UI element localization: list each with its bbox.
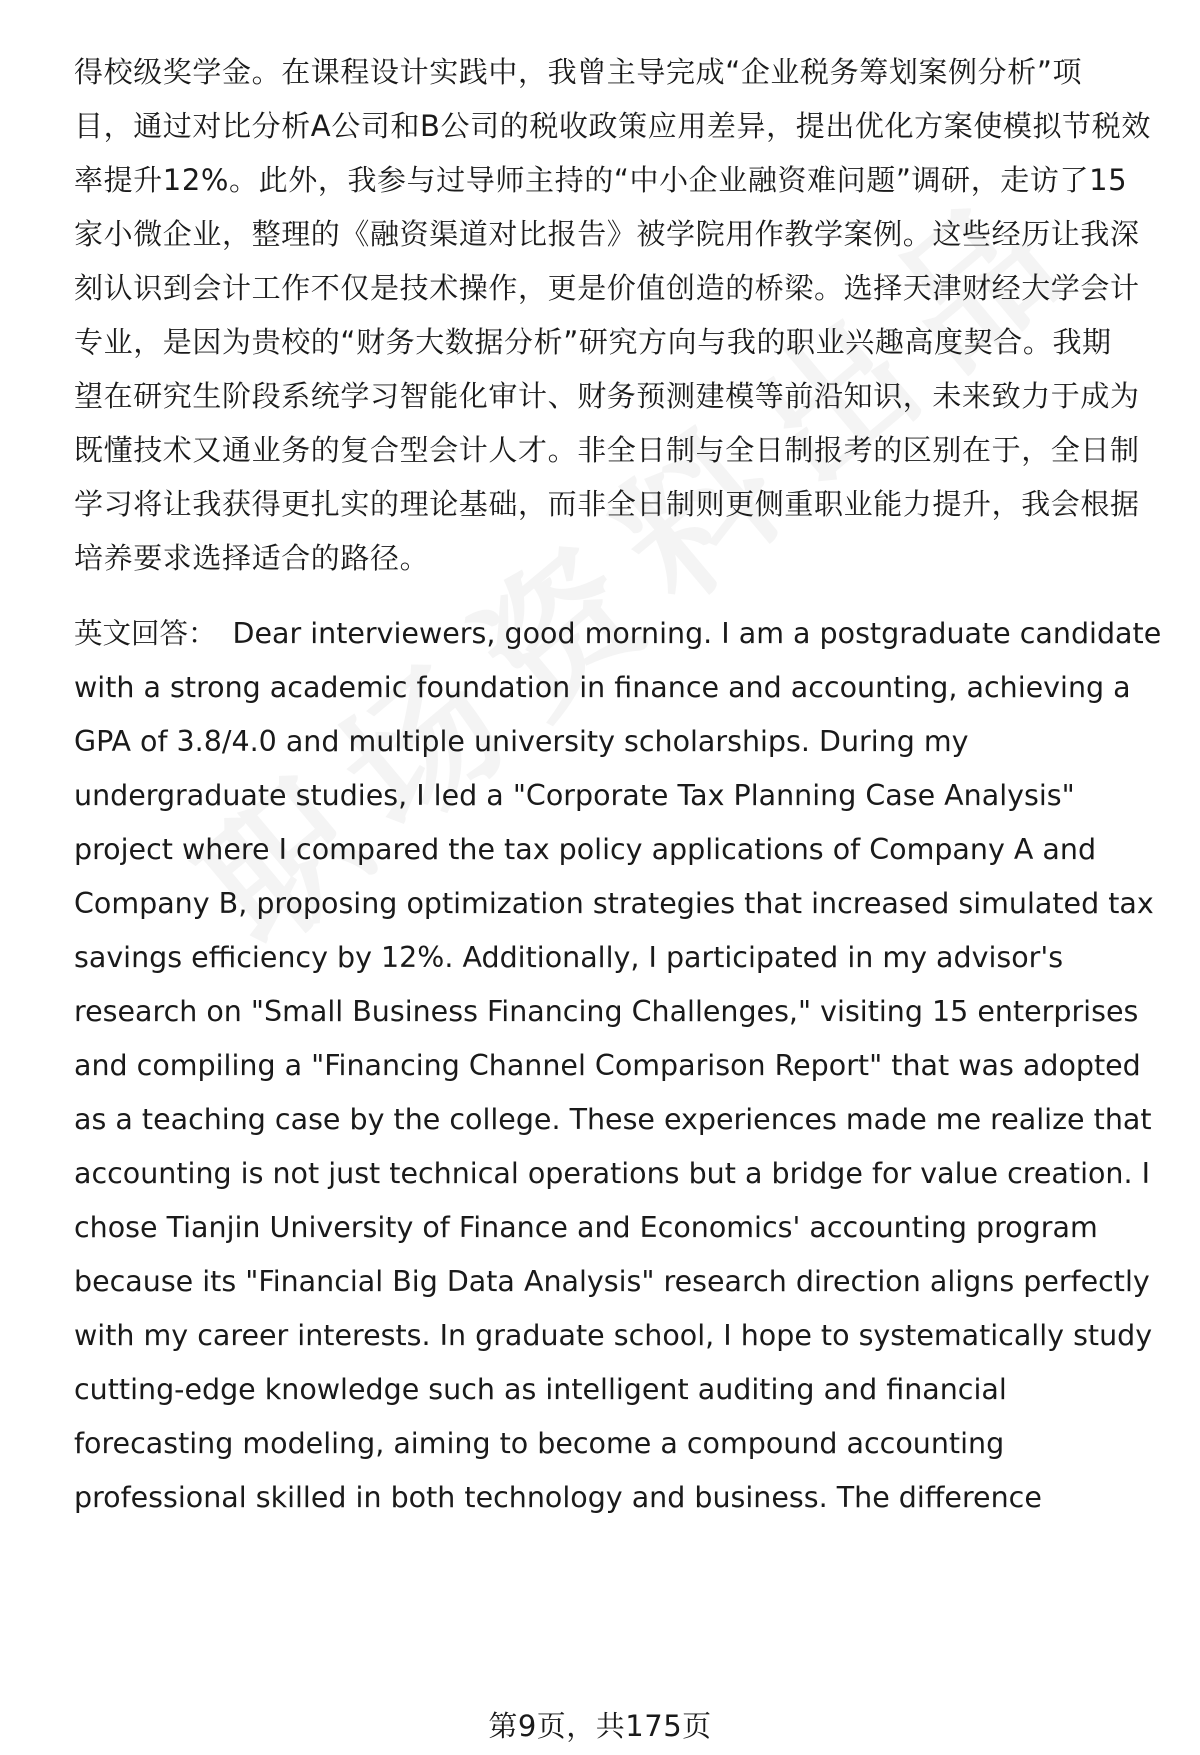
english-line: research on "Small Business Financing Challenges," visiting 15 enterprises — [74, 995, 1139, 1028]
chinese-line: 家小微企业，整理的《融资渠道对比报告》被学院用作教学案例。这些经历让我深 — [74, 217, 1140, 251]
english-line: as a teaching case by the college. These experiences made me realize that — [74, 1103, 1152, 1136]
english-first-line — [74, 614, 1161, 654]
english-line: with my career interests. In graduate school, I hope to systematically study — [74, 1319, 1153, 1352]
english-line: Dear interviewers, good morning. I am a postgraduate candidate — [232, 617, 1162, 650]
chinese-line: 既懂技术又通业务的复合型会计人才。非全日制与全日制报考的区别在于，全日制 — [74, 433, 1140, 467]
page-number-footer: 第9页，共175页 — [488, 1709, 712, 1743]
chinese-line: 培养要求选择适合的路径。 — [74, 541, 430, 575]
english-line: chose Tianjin University of Finance and Economics' accounting program — [74, 1211, 1098, 1244]
english-line: GPA of 3.8/4.0 and multiple university scholarships. During my — [74, 725, 969, 758]
english-line: accounting is not just technical operations but a bridge for value creation. I — [74, 1157, 1151, 1190]
chinese-line: 专业，是因为贵校的“财务大数据分析”研究方向与我的职业兴趣高度契合。我期 — [74, 325, 1112, 359]
chinese-line: 率提升12%。此外，我参与过导师主持的“中小企业融资难问题”调研，走访了15 — [74, 163, 1128, 197]
english-line: project where I compared the tax policy applications of Company A and — [74, 833, 1097, 866]
english-line: Company B, proposing optimization strategies that increased simulated tax — [74, 887, 1154, 920]
chinese-line: 刻认识到会计工作不仅是技术操作，更是价值创造的桥梁。选择天津财经大学会计 — [74, 271, 1140, 305]
english-answer-label: 英文回答： — [74, 617, 217, 650]
english-line: with a strong academic foundation in finance and accounting, achieving a — [74, 671, 1131, 704]
chinese-line: 望在研究生阶段系统学习智能化审计、财务预测建模等前沿知识，未来致力于成为 — [74, 379, 1140, 413]
english-line: and compiling a "Financing Channel Comparison Report" that was adopted — [74, 1049, 1141, 1082]
chinese-line: 得校级奖学金。在课程设计实践中，我曾主导完成“企业税务筹划案例分析”项 — [74, 55, 1083, 89]
english-line: because its "Financial Big Data Analysis" research direction aligns perfectly — [74, 1265, 1150, 1298]
english-line: cutting-edge knowledge such as intelligent auditing and financial — [74, 1373, 1007, 1406]
chinese-line: 学习将让我获得更扎实的理论基础，而非全日制则更侧重职业能力提升，我会根据 — [74, 487, 1140, 521]
english-line: professional skilled in both technology and business. The difference — [74, 1481, 1042, 1514]
english-line: undergraduate studies, I led a "Corporate Tax Planning Case Analysis" — [74, 779, 1075, 812]
english-line: savings efficiency by 12%. Additionally, I participated in my advisor's — [74, 941, 1064, 974]
chinese-line: 目，通过对比分析A公司和B公司的税收政策应用差异，提出优化方案使模拟节税效 — [74, 109, 1151, 143]
english-line: forecasting modeling, aiming to become a compound accounting — [74, 1427, 1005, 1460]
